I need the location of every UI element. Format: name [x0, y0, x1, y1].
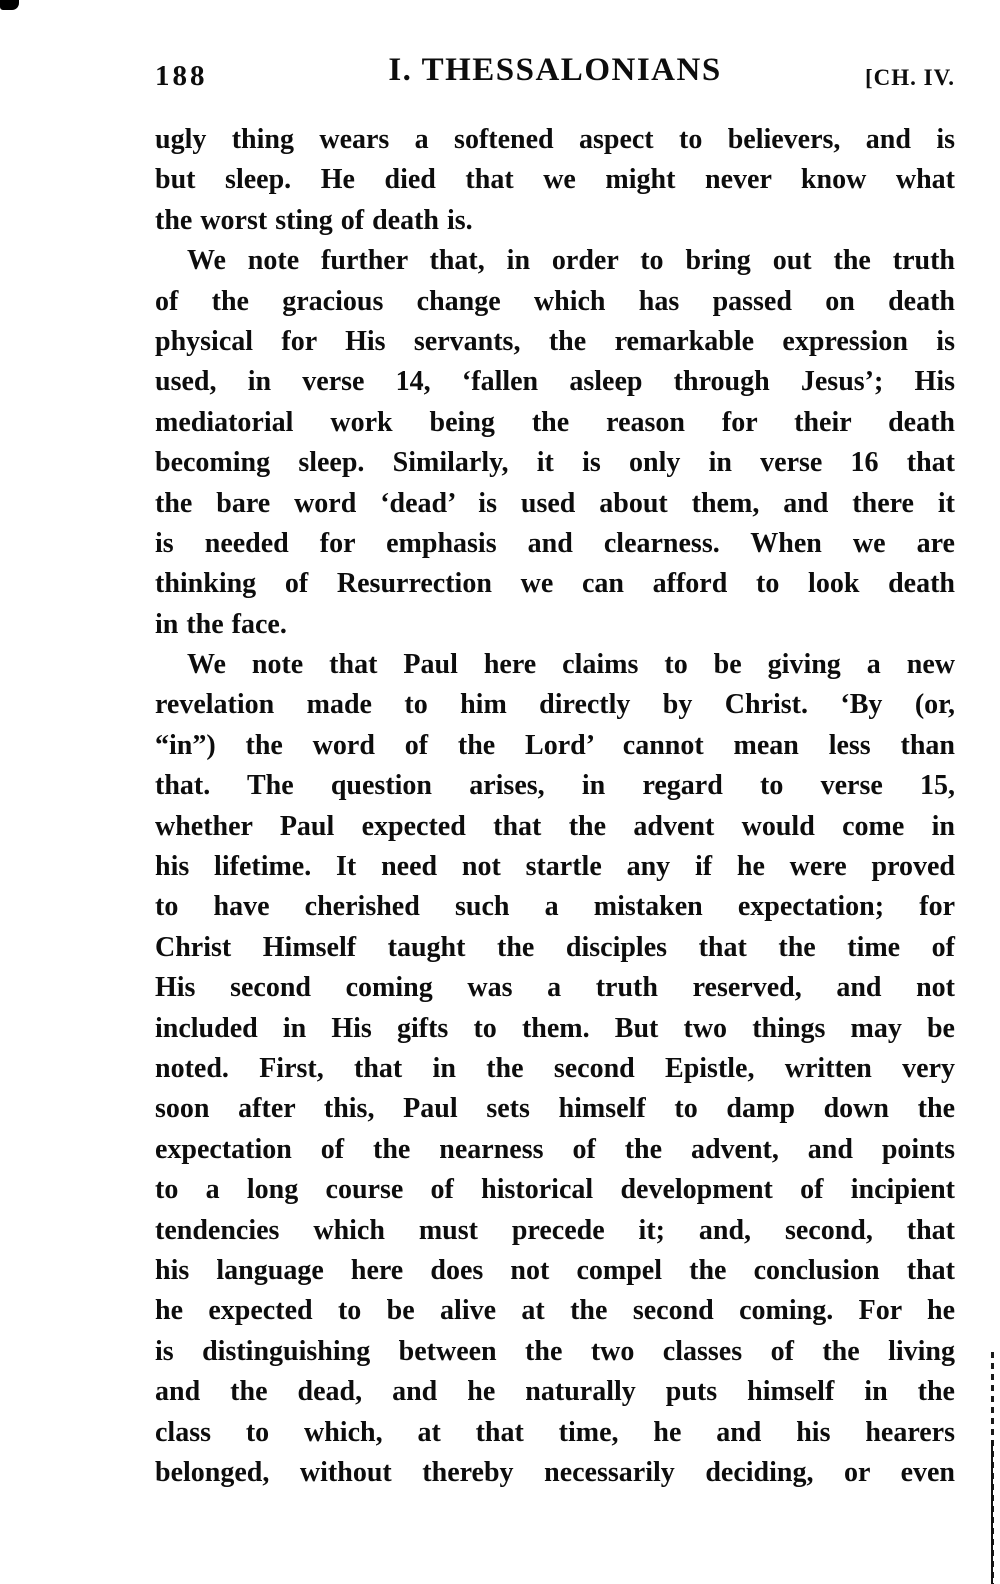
text-line: in the face. [155, 608, 287, 640]
paragraph [155, 120, 955, 241]
text-line: “in”) the word of the Lord’ cannot mean less than [155, 729, 955, 761]
text-line: is distinguishing between the two classes of the living [155, 1335, 955, 1367]
text-line: he expected to be alive at the second coming. For he [155, 1295, 955, 1327]
text-line: of the gracious change which has passed on death [155, 285, 955, 317]
text-line: his language here does not compel the conclusion that [155, 1254, 955, 1286]
text-line: to have cherished such a mistaken expectation; for [155, 891, 955, 923]
text-line: ugly thing wears a softened aspect to believers, and is [155, 124, 955, 155]
text-line: tendencies which must precede it; and, second, that [155, 1214, 955, 1246]
page-number: 188 [155, 60, 208, 92]
text-line: revelation made to him directly by Christ. ‘By (or, [155, 689, 955, 721]
text-line: class to which, at that time, he and his hearers [155, 1416, 955, 1448]
text-line: soon after this, Paul sets himself to damp down the [155, 1093, 955, 1125]
running-title: I. THESSALONIANS [388, 52, 722, 88]
page-body [155, 120, 955, 1493]
text-line: used, in verse 14, ‘fallen asleep through Jesus’; His [155, 366, 955, 398]
text-line: becoming sleep. Similarly, it is only in verse 16 that [155, 447, 955, 479]
text-line: and the dead, and he naturally puts himself in the [155, 1376, 955, 1408]
text-line: whether Paul expected that the advent would come in [155, 810, 955, 842]
text-line: mediatorial work being the reason for their death [155, 406, 955, 438]
text-line: belonged, without thereby necessarily deciding, or even [155, 1456, 955, 1488]
text-line: expectation of the nearness of the advent, and points [155, 1133, 955, 1165]
text-line: thinking of Resurrection we can afford to look death [155, 568, 955, 600]
chapter-marker: [CH. IV. [864, 65, 955, 90]
text-line: the bare word ‘dead’ is used about them, and there it [155, 487, 955, 519]
scan-edge-artifact [991, 1352, 994, 1584]
text-line: noted. First, that in the second Epistle, written very [155, 1052, 955, 1084]
paragraph [155, 241, 955, 645]
text-line: physical for His servants, the remarkable expression is [155, 325, 955, 357]
text-line: included in His gifts to them. But two things may be [155, 1012, 955, 1044]
text-line: is needed for emphasis and clearness. When we are [155, 527, 955, 559]
paragraph [155, 645, 955, 1493]
page-header [155, 50, 955, 96]
text-line: Christ Himself taught the disciples that the time of [155, 931, 955, 963]
scan-corner-artifact [0, 0, 19, 10]
text-line: that. The question arises, in regard to verse 15, [155, 770, 955, 802]
text-line: to a long course of historical development of incipient [155, 1174, 955, 1206]
text-line: his lifetime. It need not startle any if he were proved [155, 851, 955, 883]
text-line: We note that Paul here claims to be giving a new [187, 649, 955, 681]
text-line: We note further that, in order to bring out the truth [187, 245, 955, 277]
text-line: the worst sting of death is. [155, 204, 473, 236]
text-line: His second coming was a truth reserved, and not [155, 972, 955, 1004]
text-line: but sleep. He died that we might never know what [155, 164, 955, 196]
